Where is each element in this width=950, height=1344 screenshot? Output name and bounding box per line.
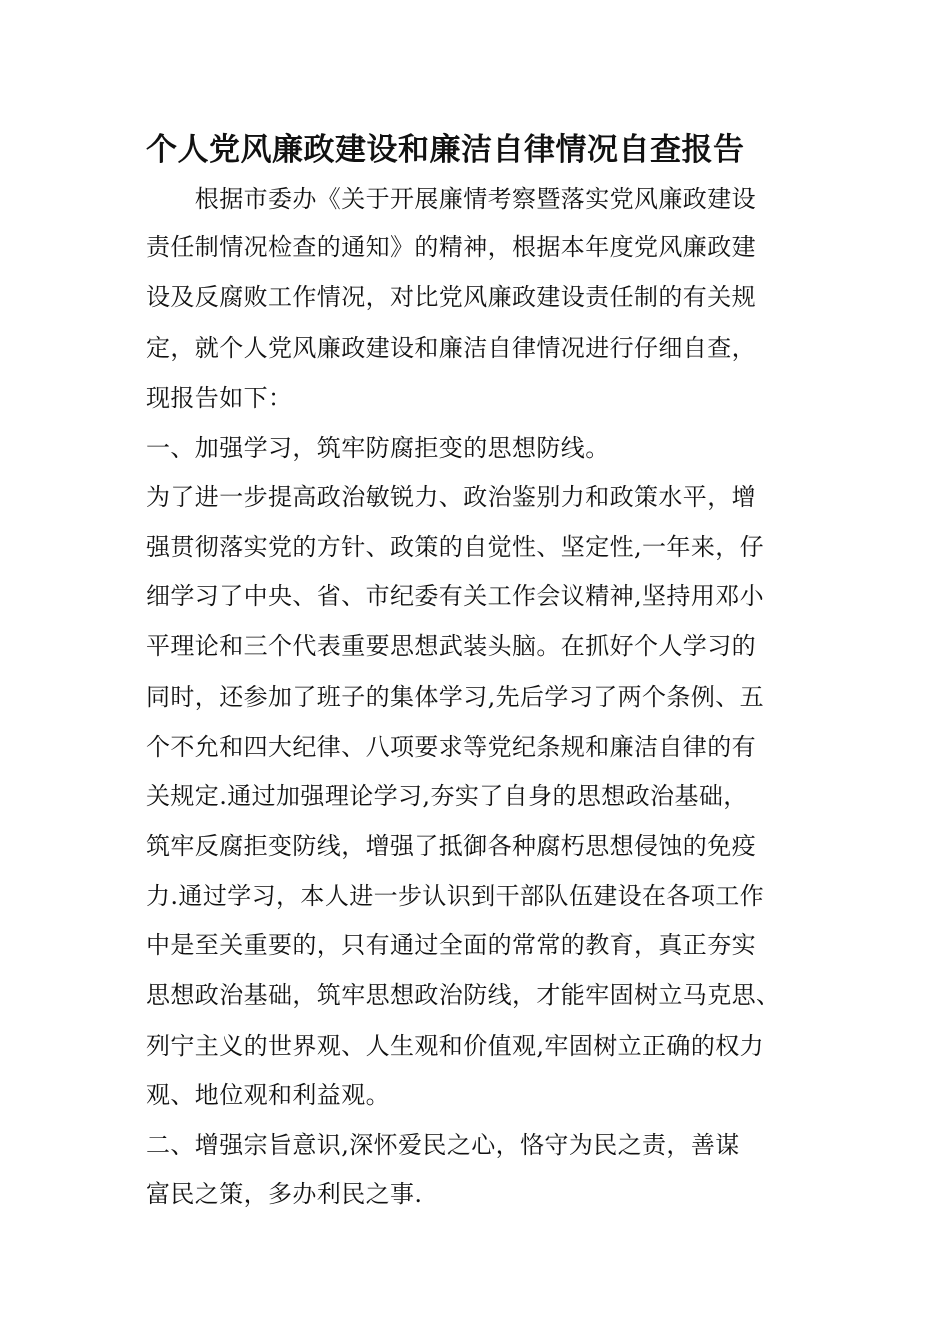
section-heading: 富民之策，多办利民之事. (146, 1180, 423, 1208)
body-line: 关规定.通过加强理论学习,夯实了自身的思想政治基础， (146, 782, 748, 810)
body-line: 根据市委办《关于开展廉情考察暨落实党风廉政建设 (146, 185, 756, 213)
body-line: 个不允和四大纪律、八项要求等党纪条规和廉洁自律的有 (146, 733, 756, 761)
body-line: 列宁主义的世界观、人生观和价值观,牢固树立正确的权力 (146, 1032, 765, 1060)
body-line: 责任制情况检查的通知》的精神，根据本年度党风廉政建 (146, 233, 756, 261)
body-line: 现报告如下： (146, 384, 293, 412)
body-line: 思想政治基础，筑牢思想政治防线，才能牢固树立马克思、 (146, 981, 781, 1009)
body-line: 筑牢反腐拒变防线，增强了抵御各种腐朽思想侵蚀的免疫 (146, 832, 756, 860)
body-line: 同时，还参加了班子的集体学习,先后学习了两个条例、五 (146, 683, 765, 711)
body-line: 强贯彻落实党的方针、政策的自觉性、坚定性,一年来，仔 (146, 533, 765, 561)
section-heading: 一、加强学习，筑牢防腐拒变的思想防线。 (146, 434, 610, 462)
section-heading: 二、增强宗旨意识,深怀爱民之心，恪守为民之责，善谋 (146, 1131, 740, 1159)
body-line: 细学习了中央、省、市纪委有关工作会议精神,坚持用邓小 (146, 582, 765, 610)
body-line: 力.通过学习，本人进一步认识到干部队伍建设在各项工作 (146, 882, 765, 910)
body-line: 为了进一步提高政治敏锐力、政治鉴别力和政策水平，增 (146, 483, 756, 511)
body-line: 观、地位观和利益观。 (146, 1081, 390, 1109)
document-title: 个人党风廉政建设和廉洁自律情况自查报告 (146, 132, 745, 168)
body-line: 设及反腐败工作情况，对比党风廉政建设责任制的有关规 (146, 283, 756, 311)
body-line: 中是至关重要的，只有通过全面的常常的教育，真正夯实 (146, 931, 756, 959)
body-line: 定，就个人党风廉政建设和廉洁自律情况进行仔细自查， (146, 334, 756, 362)
body-line: 平理论和三个代表重要思想武装头脑。在抓好个人学习的 (146, 632, 756, 660)
